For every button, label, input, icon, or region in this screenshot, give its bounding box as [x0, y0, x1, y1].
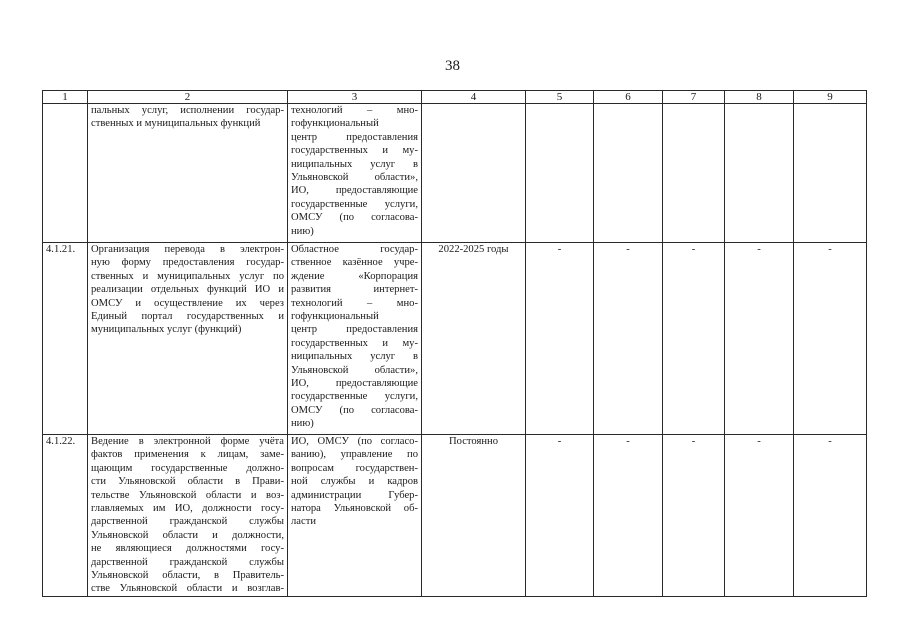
item-value-9: -: [794, 435, 867, 597]
column-header: 9: [794, 91, 867, 104]
item-executors: ИО, ОМСУ (по согласо- ванию), управление по вопросам государствен- ной службы и кадров администрации Губер- натора Ульяновской об- ласти: [288, 435, 422, 597]
column-header: 2: [88, 91, 288, 104]
column-header: 6: [594, 91, 663, 104]
page-number: 38: [445, 58, 460, 74]
item-value-7: -: [663, 435, 725, 597]
item-executors: Областное государ- ственное казённое учре- ждение «Корпорация развития интернет- технологий – мно- гофункциональный центр предоставления государственных и му- ниципальных услуг в Ульяновской области», ИО, предоставляющие государственные услуги, ОМСУ (по согласова- нию): [288, 243, 422, 435]
column-number-row: [43, 91, 867, 104]
item-value-6: -: [594, 243, 663, 435]
item-description: Организация перевода в электрон- ную форму предоставления государ- ственных и муниципальных услуг по реализации отдельных функций ИО и ОМСУ и осуществление их через Единый портал государственных и муниципальных услуг (функций): [88, 243, 288, 435]
item-value-9: [794, 104, 867, 243]
item-description: пальных услуг, исполнении государ- ственных и муниципальных функций: [88, 104, 288, 243]
item-value-7: -: [663, 243, 725, 435]
item-term: 2022-2025 годы: [422, 243, 526, 435]
column-header: 1: [43, 91, 88, 104]
item-value-8: -: [725, 243, 794, 435]
column-header: 3: [288, 91, 422, 104]
item-value-6: -: [594, 435, 663, 597]
item-number: 4.1.22.: [43, 435, 88, 597]
item-value-5: [526, 104, 594, 243]
item-value-5: -: [526, 435, 594, 597]
item-description: Ведение в электронной форме учёта фактов применения к лицам, заме- щающим государственные должно- сти Ульяновской области в Прави- тельстве Ульяновской области и воз- главляемых им ИО, должности госу- дарственной гражданской службы Ульяновской области и должности, не являющиеся должностями госу- дарственной гражданской службы Ульяновской области, в Правитель- стве Ульяновской области и возглав-: [88, 435, 288, 597]
item-value-7: [663, 104, 725, 243]
item-number: [43, 104, 88, 243]
item-value-5: -: [526, 243, 594, 435]
item-value-8: [725, 104, 794, 243]
column-header: 7: [663, 91, 725, 104]
table-row: [43, 104, 867, 243]
column-header: 5: [526, 91, 594, 104]
column-header: 8: [725, 91, 794, 104]
item-executors: технологий – мно- гофункциональный центр предоставления государственных и му- ниципальных услуг в Ульяновской области», ИО, предоставляющие государственные услуги, ОМСУ (по согласова- нию): [288, 104, 422, 243]
item-term: [422, 104, 526, 243]
table-row: [43, 435, 867, 597]
item-number: 4.1.21.: [43, 243, 88, 435]
column-header: 4: [422, 91, 526, 104]
table-row: [43, 243, 867, 435]
item-term: Постоянно: [422, 435, 526, 597]
item-value-6: [594, 104, 663, 243]
item-value-8: -: [725, 435, 794, 597]
item-value-9: -: [794, 243, 867, 435]
plan-table: [42, 90, 867, 597]
